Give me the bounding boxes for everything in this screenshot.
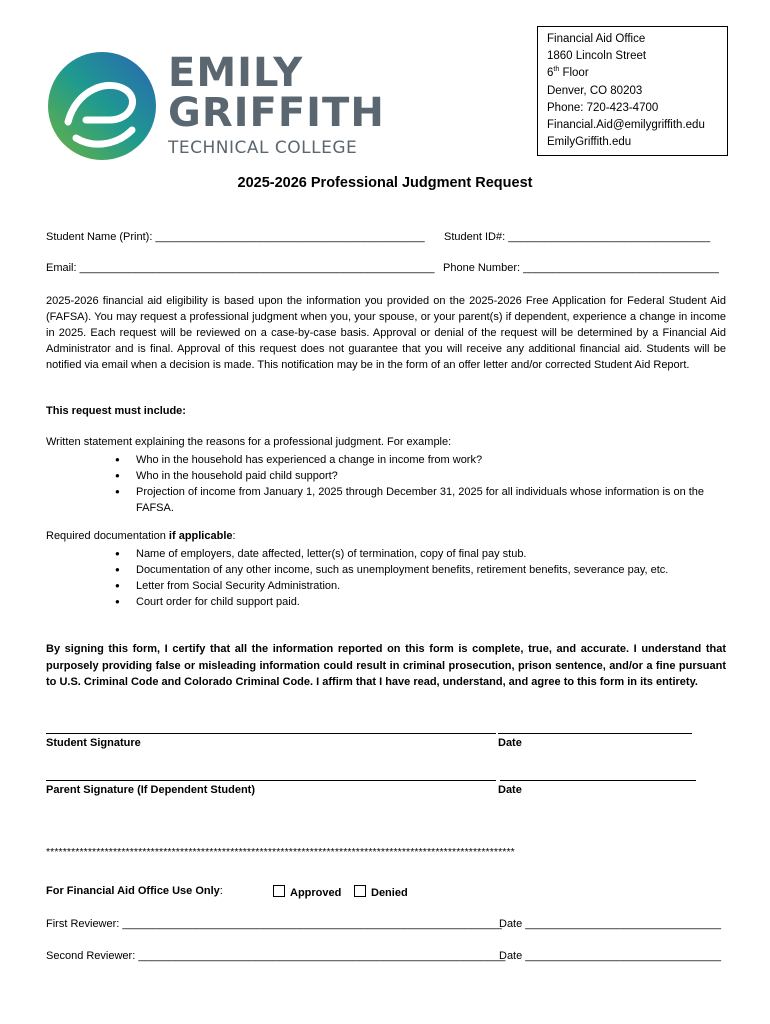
documents-list (115, 546, 715, 610)
parent-signature-label: Parent Signature (If Dependent Student) (46, 784, 256, 796)
office-email-link[interactable]: Financial.Aid@emilygriffith.edu (547, 119, 705, 132)
list-item: ● Who in the household has experienced a change in income from work? (115, 452, 710, 468)
office-city: Denver, CO 80203 (547, 84, 643, 97)
checkbox-icon (273, 885, 285, 897)
certification-statement: By signing this form, I certify that all the information reported on this form is complete, true, and accurate. I understand that purposely providing false or misleading information could result in criminal prosecution, prison sentence, and/or a fine pursuant to U.S. Criminal Code and Colorado Criminal Code. I affirm that I have read, understand, and agree to this form in its entirety. (46, 643, 726, 688)
phone-number-field[interactable]: Phone Number: ________________________________ (443, 262, 719, 274)
list-item: ● Projection of income from January 1, 2025 through December 31, 2025 for all individuals whose information is on the FAFSA. (115, 484, 710, 516)
asterisk-separator: **************************************************************************************************************** (46, 846, 515, 858)
approved-checkbox[interactable]: Approved (273, 885, 341, 899)
logo-text-emily: EMILY (168, 50, 304, 96)
parent-date-label: Date (498, 784, 522, 796)
examples-list (115, 452, 710, 516)
first-reviewer-date-field[interactable]: Date ________________________________ (499, 918, 722, 930)
student-date-line[interactable] (498, 733, 692, 734)
student-date-label: Date (498, 737, 522, 749)
office-phone: Phone: 720-423-4700 (547, 101, 659, 114)
office-name: Financial Aid Office (547, 33, 646, 45)
logo-mark-icon (46, 50, 158, 162)
student-signature-label: Student Signature (46, 737, 141, 749)
list-item: ● Letter from Social Security Administration. (115, 578, 715, 594)
student-signature-line[interactable] (46, 733, 496, 734)
second-reviewer-date-field[interactable]: Date ________________________________ (499, 950, 722, 962)
first-reviewer-field[interactable]: First Reviewer: ______________________________________________________________ (46, 918, 502, 930)
parent-date-line[interactable] (500, 780, 696, 781)
office-use-label: For Financial Aid Office Use Only: (46, 885, 223, 897)
page-title: 2025-2026 Professional Judgment Request (237, 175, 533, 191)
office-website-link[interactable]: EmilyGriffith.edu (547, 136, 632, 149)
list-item: ● Who in the household paid child support? (115, 468, 710, 484)
list-item: ● Documentation of any other income, such as unemployment benefits, retirement benefits, severance pay, etc. (115, 562, 715, 578)
address-box (537, 26, 728, 156)
list-item: ● Court order for child support paid. (115, 594, 715, 610)
intro-paragraph: 2025-2026 financial aid eligibility is based upon the information you provided on the 2025-2026 Free Application for Federal Student Aid (FAFSA). You may request a professional judgment when you, your spouse, or your parent(s) if dependent, experience a change in income in 2025. Each request will be reviewed on a case-by-case basis. Approval or denial of the request will be determined by a Financial Aid Administrator and is final. Approval of this request does not guarantee that you will receive any additional financial aid. Students will be notified via email when a decision is made. This notification may be in the form of an offer letter and/or corrected Student Aid Report. (46, 295, 726, 371)
college-logo (46, 48, 385, 166)
office-floor: 6th Floor (547, 66, 589, 80)
logo-text-technical-college: TECHNICAL COLLEGE (168, 138, 358, 158)
checkbox-icon (354, 885, 366, 897)
office-street: 1860 Lincoln Street (547, 50, 647, 63)
denied-checkbox[interactable]: Denied (354, 885, 408, 899)
must-include-heading: This request must include: (46, 405, 186, 417)
student-name-field[interactable]: Student Name (Print): ____________________________________________ (46, 231, 425, 243)
email-field[interactable]: Email: __________________________________________________________ (46, 262, 435, 274)
written-statement-text: Written statement explaining the reasons for a professional judgment. For example: (46, 436, 452, 448)
parent-signature-line[interactable] (46, 780, 496, 781)
list-item: ● Name of employers, date affected, letter(s) of termination, copy of final pay stub. (115, 546, 715, 562)
logo-text-griffith: GRIFFITH (168, 90, 385, 136)
student-id-field[interactable]: Student ID#: _________________________________ (444, 231, 711, 243)
second-reviewer-field[interactable]: Second Reviewer: ____________________________________________________________ (46, 950, 506, 962)
required-documentation-text: Required documentation if applicable: (46, 530, 236, 542)
